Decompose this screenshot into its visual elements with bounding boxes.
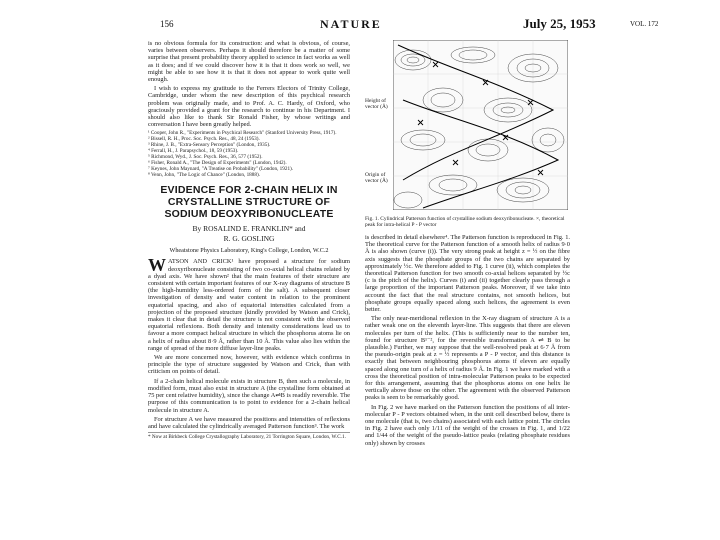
author-byline: By ROSALIND E. FRANKLIN* and (192, 224, 306, 234)
reference-item: ³ Rhine, J. B., "Extra-Sensory Perception" (London, 1935). (148, 142, 271, 149)
reference-item: ¹ Cooper, John R., "Experiments in Psychical Research" (Stanford University Press, 1917). (148, 130, 337, 137)
body-paragraph: For structure A we have measured the positions and intensities of reflexions and have calculated the cylindrically averaged Patterson function³. The work (148, 415, 350, 430)
page-number: 156 (160, 19, 174, 29)
reference-item: ⁷ Keynes, John Maynard, "A Treatise on Probability" (London, 1921). (148, 166, 294, 173)
author-byline-second: R. G. GOSLING (223, 234, 275, 244)
body-paragraph: The only near-meridional reflexion in the X-ray diagram of structure A is a rather weak one on the eleventh layer-line. This suggests that there are eleven molecules per turn of the helix. (This is sufficiently near to the number ten, found for structure B¹⁻², for the reversible transformation A ⇌ B to be plausible.) Further, we may suppose that the well-resolved peak at 6·7 Å from the pseudo-origin peak at z = ½ represents a P - P vector, and this distance is exactly that between neighbouring phosphorus atoms if eleven are equally spaced along one turn of a helix of radius 9 Å. In Fig. 1 we have marked with a cross the theoretical position of intra-molecular Patterson peaks to be expected for this arrangement, assuming that the phosphorus atoms on one helix lie vertically above those on the other. The agreement with the observed Patterson peaks is seen to be remarkably good. (365, 315, 570, 402)
journal-name: NATURE (320, 17, 382, 31)
reference-item: ⁵ Richmond, Wyd., J. Soc. Psych. Res., 36, 577 (1952). (148, 154, 263, 161)
author-footnote: * Now at Birkbeck College Crystallography Laboratory, 21 Torrington Square, London, W.C.1. (148, 432, 350, 440)
patterson-figure (365, 40, 570, 210)
reference-item: ⁸ Venn, John, "The Logic of Chance" (London, 1888). (148, 172, 260, 179)
patterson-contour-map (393, 40, 568, 210)
author-affiliation: Wheatstone Physics Laboratory, King's College, London, W.C.2 (169, 247, 329, 255)
body-paragraph: We are more concerned now, however, with evidence which confirms in principle the type of structure suggested by Watson and Crick, than with criticism on points of detail. (148, 354, 350, 376)
body-paragraph: If a 2-chain helical molecule exists in structure B, then such a molecule, in modified form, must also exist in structure A (the crystalline form obtained at 75 per cent relative humidity), since the change A⇌B is readily reversible. The purpose of this communication is to point to evidence for a 2-chain helical molecule in structure A. (148, 377, 350, 414)
left-column (148, 40, 350, 440)
article-body (148, 255, 350, 430)
body-paragraph-text: ATSON AND CRICK¹ have proposed a structure for sodium deoxyribonucleate consisting of two co-axial helical chains related by a dyad axis. We have shown² that the main features of their structure are consistent with certain important features of our X-ray diagrams of structure B (the high-humidity less-ordered form of the salt). A subsequent closer investigation of density and water content in relation to the prominent equatorial spacing, and also of equatorial intensities calculated from a projection of the proposed structure (kindly provided by Watson and Crick), makes it clear that in detail the structure is not consistent with the observed equatorial reflexions. Both density and intensity considerations lead us to favour a more compact helical structure in which the phosphorus atoms lie on a helix of radius about 8·9 Å, rather than 10 Å. This value also lies within the range of spread of the more diffuse layer-line peaks. (148, 258, 350, 352)
right-body (365, 234, 570, 447)
reference-item: ⁶ Fisher, Ronald A., "The Design of Experiments" (London, 1942). (148, 160, 287, 167)
body-paragraph: is described in detail elsewhere⁴. The Patterson function is reproduced in Fig. 1. The theoretical curve for the Patterson function of a smooth helix of radius 9·0 Å is also shown (curve (i)). The very strong peak at height z = ½ on the fibre axis suggests that the phosphate groups of the two chains are separated by approximately ½c. We therefore added to Fig. 1 curve (ii), which completes the theoretical Patterson function for two smooth co-axial helices separated by ½c (c is the pitch of the helix). Curves (i) and (ii) together clearly pass through a large proportion of the important Patterson peaks. Moreover, if we take into account the fact that the real structure contains, not smooth helices, but phosphate groups equally spaced along such helices, the agreement is even better. (365, 234, 570, 314)
issue-date: July 25, 1953 (523, 16, 596, 31)
volume-number: VOL. 172 (630, 20, 659, 28)
figure-axis-label-bottom: Origin of vector (Å) (365, 172, 388, 184)
preceding-article-paragraph: is no obvious formula for its construction: and what is obvious, of course, varies between observers. Perhaps it should therefore be a matter of some surprise that present probability theory applied to science in fact works as well as it does; and if we could discover how it is that it does work so well, we might be able to see how it is that it does not appear to work quite well enough. (148, 40, 350, 84)
reference-item: ² Bissell, R. H., Proc. Soc. Psych. Res., 48, 24 (1953). (148, 136, 260, 143)
reference-list (148, 130, 350, 178)
article-title: EVIDENCE FOR 2-CHAIN HELIX IN CRYSTALLINE STRUCTURE OF SODIUM DEOXYRIBONUCLEATE (160, 184, 338, 221)
reference-item: ⁴ Ferrall, H., J. Parapsychol., 18, 59 (1953). (148, 148, 239, 155)
acknowledgement-paragraph: I wish to express my gratitude to the Ferrers Electors of Trinity College, Cambridge, under whom the new description of this psychical research problem was originally made, and to Prof. A. C. Hardy, of Oxford, who graciously provided a grant for the research to continue in his Department. I should also like to thank Sir Ronald Fisher, by whose writings and conversation I have been greatly helped. (148, 85, 350, 129)
figure-caption: Fig. 1. Cylindrical Patterson function of crystalline sodium deoxyribonucleate. ×, theoretical peak for intra-helical P - P vector (365, 216, 565, 228)
body-paragraph (148, 255, 350, 352)
figure-axis-label-top: Height of vector (Å) (365, 98, 388, 110)
body-paragraph: In Fig. 2 we have marked on the Patterson function the positions of all inter-molecular P - P vectors obtained when, in the unit cell described below, there is one molecule (that is, two chains) associated with each lattice point. The circles in Fig. 2 have each only 1/11 of the weight of the crosses in Fig. 1, and 1/22 and 1/44 of the weight of the pseudo-lattice peaks (relating phosphate residues only) shown by crosses (365, 403, 570, 447)
page-header (160, 16, 720, 34)
right-column (365, 40, 570, 449)
drop-cap: W (148, 255, 166, 276)
